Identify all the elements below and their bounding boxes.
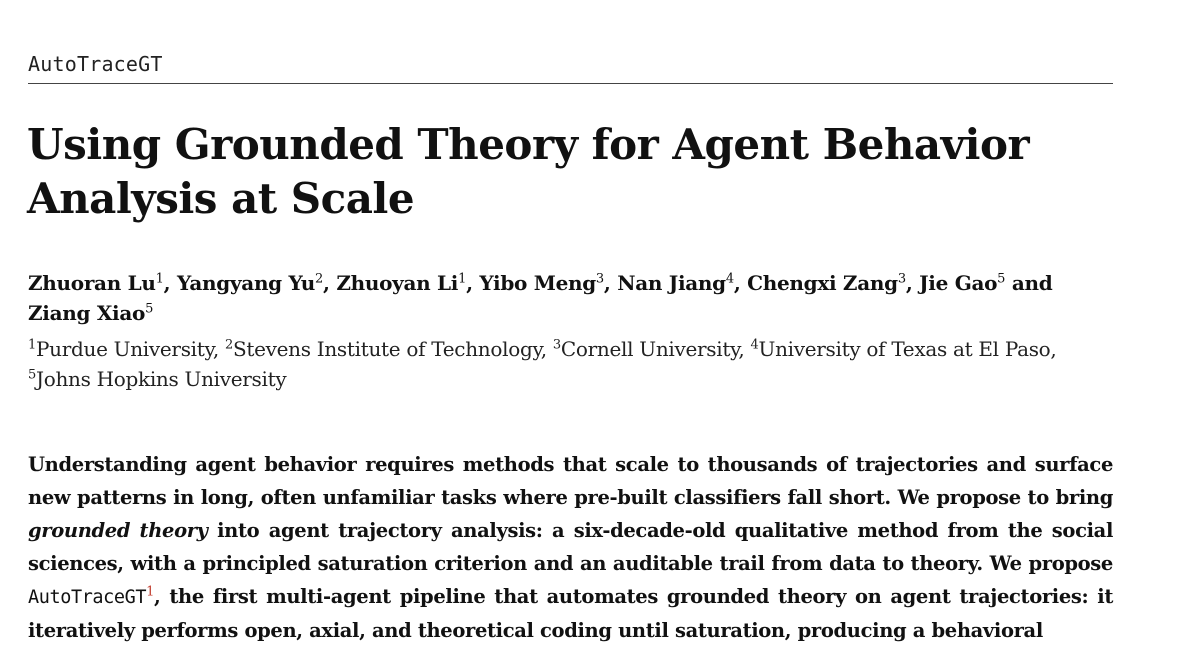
- author: Yangyang Yu$^2$: [176, 271, 323, 295]
- system-name: AutoTraceGT: [28, 587, 147, 608]
- header-rule: [28, 83, 1113, 84]
- affiliation: $^4$University of Texas at El Paso,: [750, 337, 1057, 361]
- affiliation: $^1$Purdue University,: [28, 337, 225, 361]
- author: Ziang Xiao$^5$: [28, 301, 154, 325]
- author: Zhuoyan Li$^1$: [336, 271, 467, 295]
- author: Zhuoran Lu$^1$: [28, 271, 164, 295]
- running-head: AutoTraceGT: [28, 52, 163, 76]
- author-list: Zhuoran Lu$^1$, Yangyang Yu$^2$, Zhuoyan Li$^1$, Yibo Meng$^3$, Nan Jiang$^4$, Chengxi Zang$^3$, Jie Gao$^5$ and Ziang Xiao$^5$: [28, 271, 1053, 325]
- affiliation: $^3$Cornell University,: [552, 337, 751, 361]
- emphasis-grounded-theory: grounded theory: [28, 519, 208, 542]
- title-line-1: Using Grounded Theory for Agent Behavior: [27, 120, 1030, 169]
- affiliation: $^5$Johns Hopkins University: [28, 367, 287, 391]
- footnote-link[interactable]: 1: [146, 584, 155, 600]
- author: Yibo Meng$^3$: [479, 271, 604, 295]
- paper-page: [27, 0, 1114, 642]
- title-line-2: Analysis at Scale: [27, 174, 415, 223]
- author: Nan Jiang$^4$: [617, 271, 734, 295]
- author: Chengxi Zang$^3$: [747, 271, 906, 295]
- paper-title: [27, 118, 1112, 226]
- affiliation-list: [28, 334, 1113, 394]
- affiliation: $^2$Stevens Institute of Technology,: [224, 337, 553, 361]
- abstract: Understanding agent behavior requires methods that scale to thousands of trajectories and surface new patterns in long, often unfamiliar tasks where pre-built classifiers fall short. We propose to bring grounded theory into agent trajectory analysis: a six-decade-old qualitative method from the social sciences, with a principled saturation criterion and an auditable trail from data to theory. We propose AutoTraceGT$^1$, the first multi-agent pipeline that automates grounded theory on agent trajectories: it iteratively performs open, axial, and theoretical coding until saturation, producing a behavioral: [28, 453, 1114, 642]
- author: Jie Gao$^5$: [919, 271, 1006, 295]
